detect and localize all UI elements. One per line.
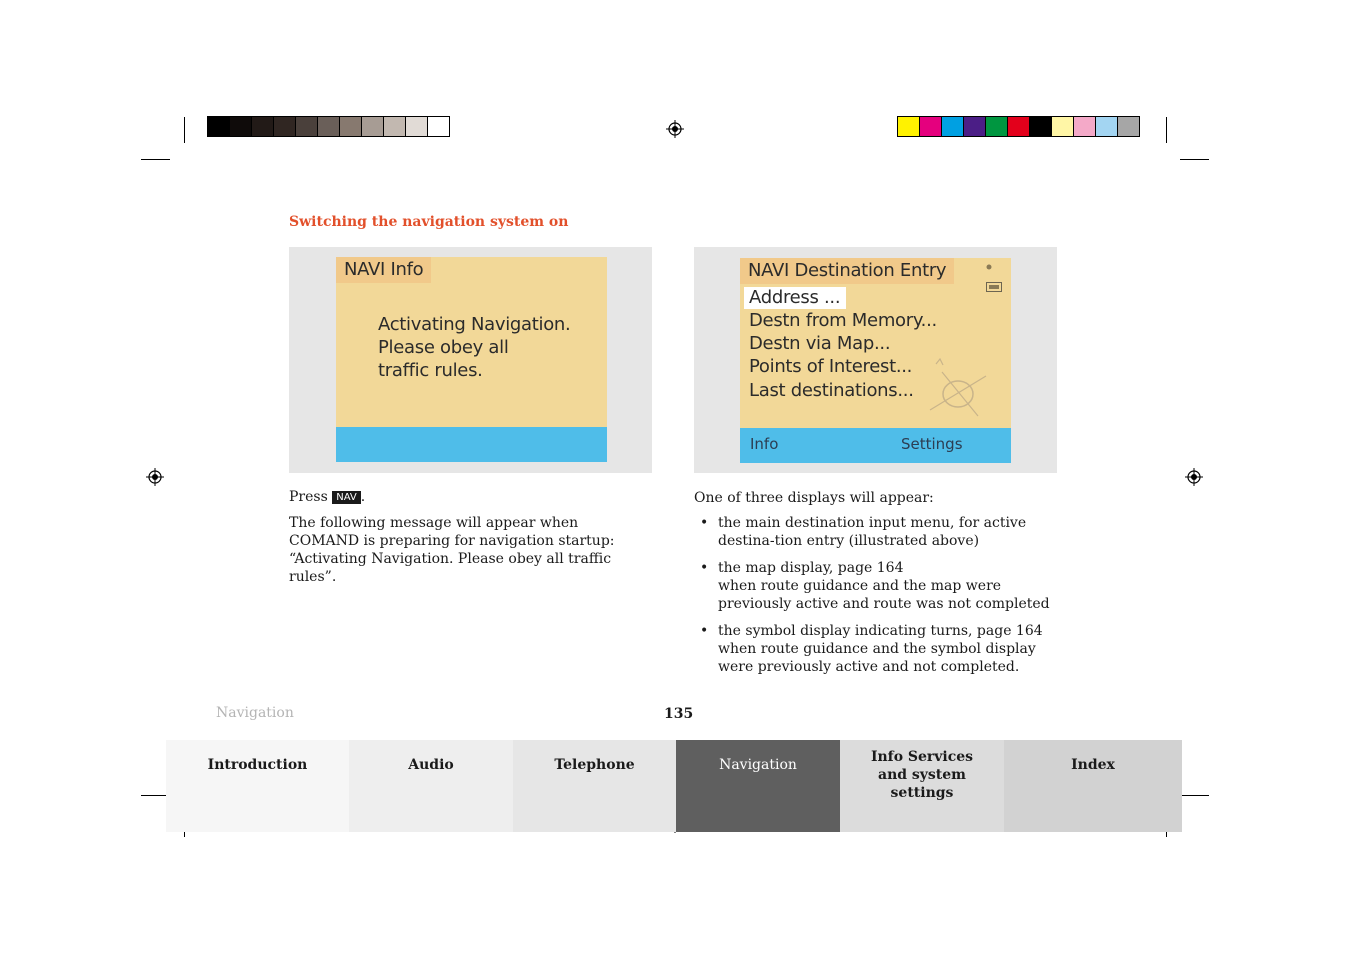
section-heading: Switching the navigation system on <box>289 214 569 230</box>
color-swatch <box>942 117 964 136</box>
color-swatch <box>208 117 230 136</box>
softkey-info: Info <box>750 435 779 453</box>
menu-item-poi: Points of Interest... <box>749 356 913 377</box>
footer-section-label: Navigation <box>216 705 294 721</box>
tab-index[interactable]: Index <box>1004 740 1182 832</box>
press-instruction <box>289 488 365 506</box>
crop-mark <box>1180 795 1209 796</box>
color-swatch <box>274 117 296 136</box>
process-color-bar <box>897 116 1140 137</box>
screen-image-navi-info <box>289 247 652 473</box>
softkey-settings: Settings <box>901 435 963 453</box>
tab-telephone[interactable]: Telephone <box>513 740 676 832</box>
grayscale-color-bar <box>207 116 450 137</box>
tab-info-services[interactable]: Info Services and system settings <box>840 740 1004 832</box>
color-swatch <box>252 117 274 136</box>
registration-mark-icon <box>666 120 684 138</box>
page-number: 135 <box>664 706 694 722</box>
softkey-bar <box>336 427 607 462</box>
color-swatch <box>230 117 252 136</box>
list-item-detail: when route guidance and the map were previously active and route was not completed <box>718 578 1050 612</box>
color-swatch <box>406 117 428 136</box>
list-item-text: the symbol display indicating turns, page 164 <box>718 623 1043 639</box>
color-swatch <box>362 117 384 136</box>
list-item-text: the map display, page 164 <box>718 560 904 576</box>
list-item: • the map display, page 164 when route guidance and the map were previously active and route was not completed <box>694 559 1064 613</box>
color-swatch <box>296 117 318 136</box>
satellite-icon <box>984 262 994 272</box>
list-item: • the main destination input menu, for active destina-tion entry (illustrated above) <box>700 515 1027 549</box>
displays-list <box>694 514 1064 685</box>
registration-mark-icon <box>1185 468 1203 486</box>
color-swatch <box>964 117 986 136</box>
compass-icon <box>922 358 992 426</box>
press-prefix: Press <box>289 489 328 505</box>
color-swatch <box>1118 117 1139 136</box>
color-swatch <box>1074 117 1096 136</box>
nav-key-label: NAV <box>332 491 361 504</box>
menu-item-memory: Destn from Memory... <box>749 310 937 331</box>
menu-item-last-destinations: Last destinations... <box>749 380 914 401</box>
displays-intro: One of three displays will appear: <box>694 490 934 506</box>
screen-title: NAVI Info <box>336 257 431 283</box>
color-swatch <box>340 117 362 136</box>
tab-navigation[interactable]: Navigation <box>676 740 840 832</box>
display-screen <box>740 258 1011 463</box>
crop-mark <box>1180 159 1209 160</box>
color-swatch <box>1008 117 1030 136</box>
press-suffix: . <box>360 489 366 505</box>
color-swatch <box>898 117 920 136</box>
startup-paragraph: The following message will appear when COMAND is preparing for navigation startup: “Activating Navigation. Please obey all traffic rules”. <box>289 515 615 585</box>
screen-message: Activating Navigation. Please obey all traffic rules. <box>378 314 571 381</box>
screen-image-destination-entry <box>694 247 1057 473</box>
menu-item-address: Address ... <box>744 287 846 309</box>
color-swatch <box>384 117 406 136</box>
crop-mark <box>1166 117 1167 143</box>
registration-mark-icon <box>146 468 164 486</box>
crop-mark <box>141 159 170 160</box>
color-swatch <box>428 117 449 136</box>
color-swatch <box>1096 117 1118 136</box>
softkey-bar <box>740 428 1011 463</box>
cd-icon <box>986 282 1002 292</box>
list-item-text: the main destination input menu, for active destina-tion entry (illustrated above) <box>718 515 1027 549</box>
tab-introduction[interactable]: Introduction <box>166 740 349 832</box>
list-item-detail: when route guidance and the symbol display were previously active and not completed. <box>718 641 1036 675</box>
color-swatch <box>1052 117 1074 136</box>
screen-title: NAVI Destination Entry <box>740 258 954 284</box>
list-item: • the symbol display indicating turns, page 164 when route guidance and the symbol display were previously active and not completed. <box>694 622 1064 676</box>
menu-item-map: Destn via Map... <box>749 333 891 354</box>
tab-audio[interactable]: Audio <box>349 740 513 832</box>
chapter-tabs <box>166 740 1182 832</box>
display-screen <box>336 257 607 462</box>
color-swatch <box>986 117 1008 136</box>
color-swatch <box>318 117 340 136</box>
crop-mark <box>184 117 185 143</box>
color-swatch <box>1030 117 1052 136</box>
color-swatch <box>920 117 942 136</box>
